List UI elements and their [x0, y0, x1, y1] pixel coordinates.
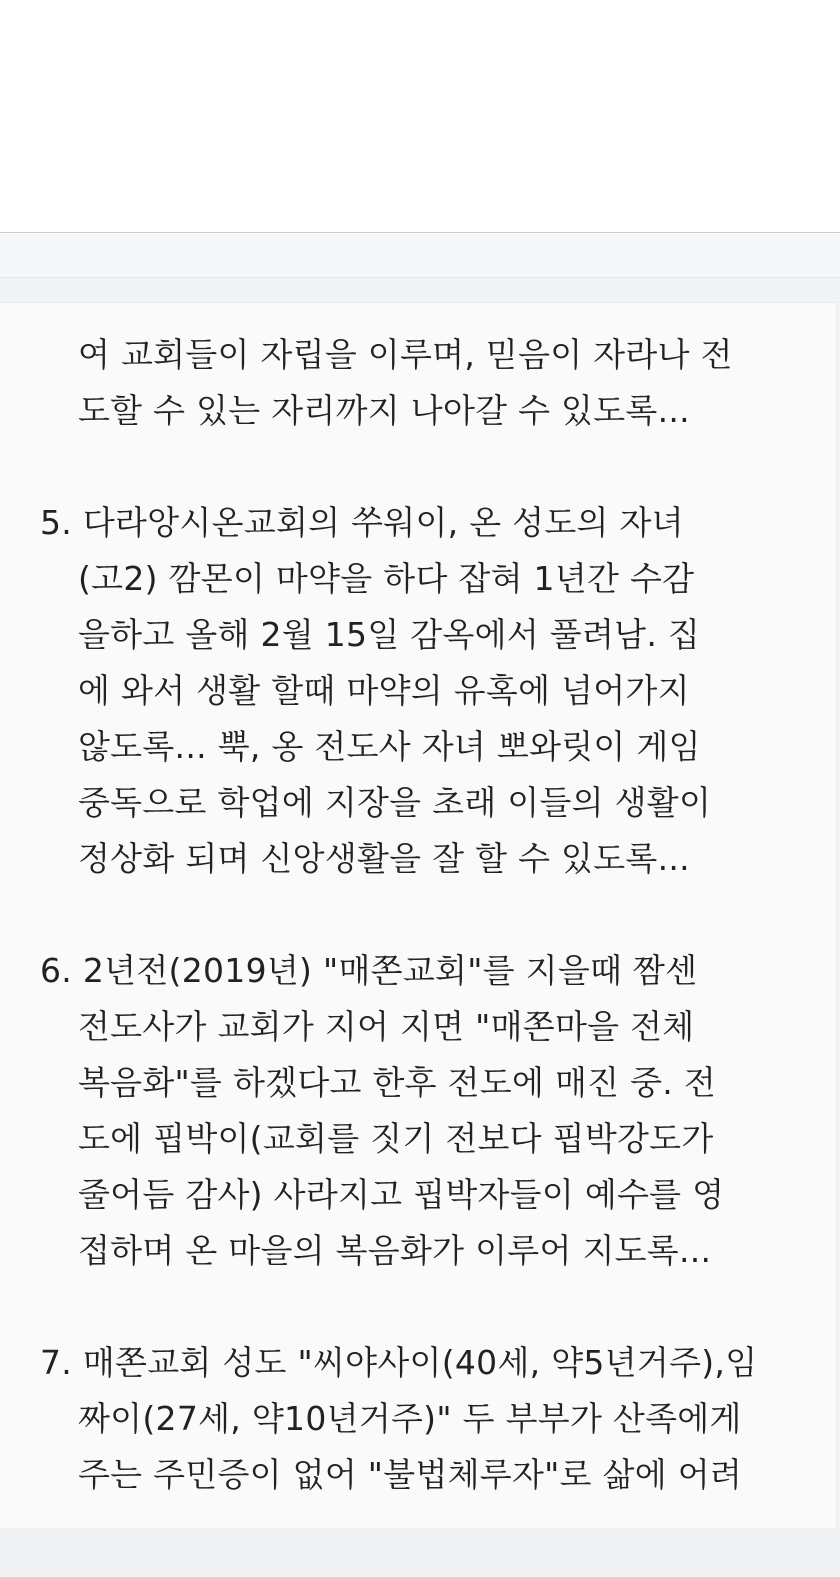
text-line: 6. 2년전(2019년) "매쫀교회"를 지을때 짬센	[40, 951, 698, 990]
text-line: 않도록... 뿍, 옹 전도사 자녀 뽀와릿이 게임	[78, 727, 701, 766]
paragraph-gap	[40, 439, 800, 495]
text-line: 을하고 올해 2월 15일 감옥에서 풀려남. 집	[78, 615, 701, 654]
text-line: 주는 주민증이 없어 "불법체루자"로 삶에 어려	[78, 1455, 743, 1494]
text-line: 복음화"를 하겠다고 한후 전도에 매진 중. 전	[78, 1063, 717, 1102]
text-line: 7. 매쫀교회 성도 "씨야사이(40세, 약5년거주),임	[40, 1343, 758, 1382]
text-line: 여 교회들이 자립을 이루며, 믿음이 자라나 전	[78, 335, 733, 374]
text-line: 도할 수 있는 자리까지 나아갈 수 있도록...	[78, 391, 690, 430]
text-line: 정상화 되며 신앙생활을 잘 할 수 있도록...	[78, 839, 690, 878]
text-line: 줄어듬 감사) 사라지고 핍박자들이 예수를 영	[78, 1175, 725, 1214]
bottom-band	[0, 1528, 840, 1577]
paragraph-gap	[40, 1279, 800, 1335]
article-card	[0, 302, 836, 1529]
text-line: 짜이(27세, 약10년거주)" 두 부부가 산족에게	[78, 1399, 742, 1438]
top-blank-area	[0, 0, 840, 233]
text-line: 전도사가 교회가 지어 지면 "매쫀마을 전체	[78, 1007, 695, 1046]
text-line: 5. 다라앙시온교회의 쑤워이, 온 성도의 자녀	[40, 503, 684, 542]
section-divider	[0, 233, 840, 278]
text-line: 중독으로 학업에 지장을 초래 이들의 생활이	[78, 783, 712, 822]
text-line: 에 와서 생활 할때 마약의 유혹에 넘어가지	[78, 671, 690, 710]
text-line: 도에 핍박이(교회를 짓기 전보다 핍박강도가	[78, 1119, 714, 1158]
paragraph-gap	[40, 887, 800, 943]
article-body	[40, 327, 800, 1503]
text-line: (고2) 깜몬이 마약을 하다 잡혀 1년간 수감	[78, 559, 695, 598]
text-line: 접하며 온 마을의 복음화가 이루어 지도록...	[78, 1231, 712, 1270]
